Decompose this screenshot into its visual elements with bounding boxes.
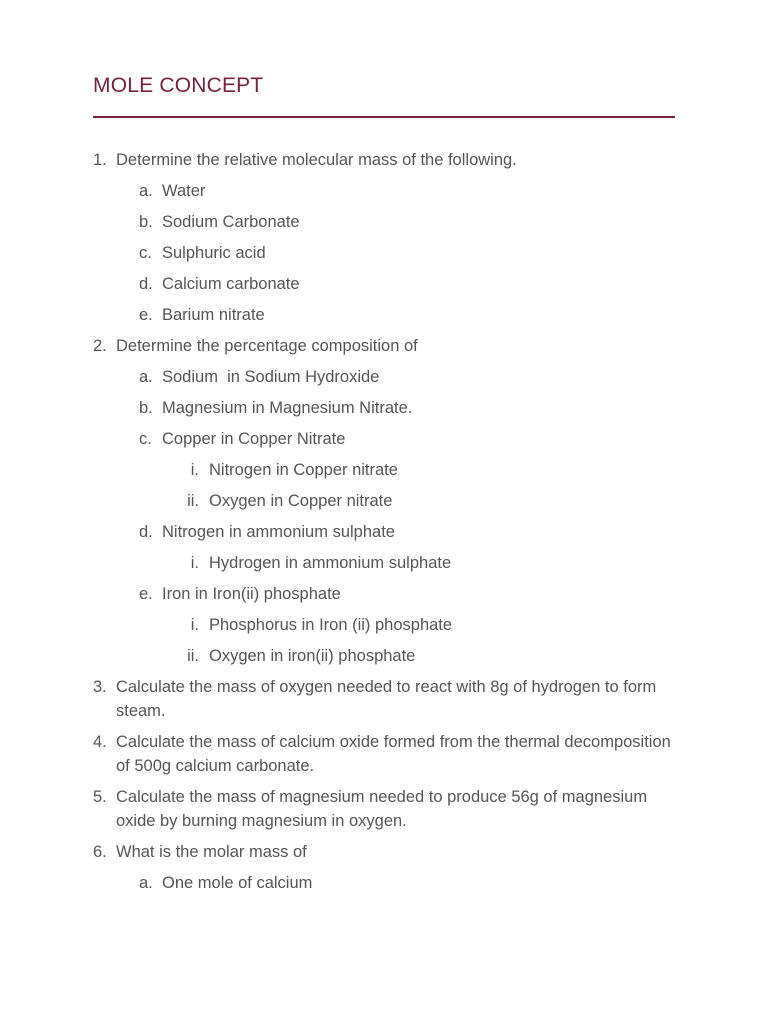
list-item-text: Sodium Carbonate xyxy=(162,213,300,231)
list-item-text: Iron in Iron(ii) phosphate xyxy=(162,585,341,603)
list-item-text: Sulphuric acid xyxy=(162,244,266,262)
list-item xyxy=(93,785,675,833)
list-item-text: Sodium in Sodium Hydroxide xyxy=(162,368,380,386)
list-item xyxy=(93,644,675,668)
list-marker: 6. xyxy=(93,843,107,861)
list-item-text: Calculate the mass of oxygen needed to react with 8g of hydrogen to form steam. xyxy=(116,678,657,720)
list-item xyxy=(93,520,675,544)
list-marker: i. xyxy=(190,461,199,479)
list-item-text: Calculate the mass of magnesium needed to produce 56g of magnesium oxide by burning magnesium in oxygen. xyxy=(116,788,648,830)
list-item xyxy=(93,272,675,296)
list-item-text: Barium nitrate xyxy=(162,306,265,324)
list-item xyxy=(93,179,675,203)
list-item-text: One mole of calcium xyxy=(162,874,313,892)
list-item-text: Calculate the mass of calcium oxide formed from the thermal decomposition of 500g calcium carbonate. xyxy=(116,733,671,775)
list-marker: 5. xyxy=(93,788,107,806)
list-item xyxy=(93,427,675,451)
list-marker: 1. xyxy=(93,151,107,169)
list-item-text: Copper in Copper Nitrate xyxy=(162,430,346,448)
list-item xyxy=(93,840,675,864)
list-item xyxy=(93,365,675,389)
list-item xyxy=(93,730,675,778)
list-item xyxy=(93,148,675,172)
list-marker: i. xyxy=(190,554,199,572)
list-item-text: Hydrogen in ammonium sulphate xyxy=(209,554,452,572)
list-item xyxy=(93,210,675,234)
list-item-text: Phosphorus in Iron (ii) phosphate xyxy=(209,616,453,634)
list-item-text: Determine the relative molecular mass of the following. xyxy=(116,151,517,169)
list-item xyxy=(93,613,675,637)
list-item-text: Oxygen in iron(ii) phosphate xyxy=(209,647,416,665)
list-marker: ii. xyxy=(187,492,199,510)
list-item xyxy=(93,241,675,265)
list-marker: 3. xyxy=(93,678,107,696)
list-item-text: Water xyxy=(162,182,206,200)
document-title: MOLE CONCEPT xyxy=(93,74,264,97)
list-marker: c. xyxy=(139,244,152,262)
title-divider xyxy=(93,116,675,118)
list-marker: b. xyxy=(139,213,153,231)
list-item xyxy=(93,396,675,420)
list-marker: a. xyxy=(139,874,153,892)
list-item-text: Nitrogen in Copper nitrate xyxy=(209,461,398,479)
list-item-text: Calcium carbonate xyxy=(162,275,300,293)
list-item xyxy=(93,489,675,513)
list-item xyxy=(93,303,675,327)
list-item-text: Magnesium in Magnesium Nitrate. xyxy=(162,399,413,417)
list-marker: d. xyxy=(139,275,153,293)
list-marker: a. xyxy=(139,182,153,200)
list-item xyxy=(93,675,675,723)
list-item-text: Oxygen in Copper nitrate xyxy=(209,492,393,510)
list-item-text: Nitrogen in ammonium sulphate xyxy=(162,523,395,541)
list-item-text: Determine the percentage composition of xyxy=(116,337,418,355)
question-list xyxy=(93,148,675,902)
list-item-text: What is the molar mass of xyxy=(116,843,307,861)
list-item xyxy=(93,871,675,895)
list-marker: b. xyxy=(139,399,153,417)
list-marker: c. xyxy=(139,430,152,448)
list-item xyxy=(93,458,675,482)
list-item xyxy=(93,551,675,575)
list-item xyxy=(93,582,675,606)
list-marker: e. xyxy=(139,585,153,603)
list-item xyxy=(93,334,675,358)
list-marker: 2. xyxy=(93,337,107,355)
list-marker: ii. xyxy=(187,647,199,665)
list-marker: a. xyxy=(139,368,153,386)
list-marker: e. xyxy=(139,306,153,324)
list-marker: i. xyxy=(190,616,199,634)
list-marker: d. xyxy=(139,523,153,541)
list-marker: 4. xyxy=(93,733,107,751)
